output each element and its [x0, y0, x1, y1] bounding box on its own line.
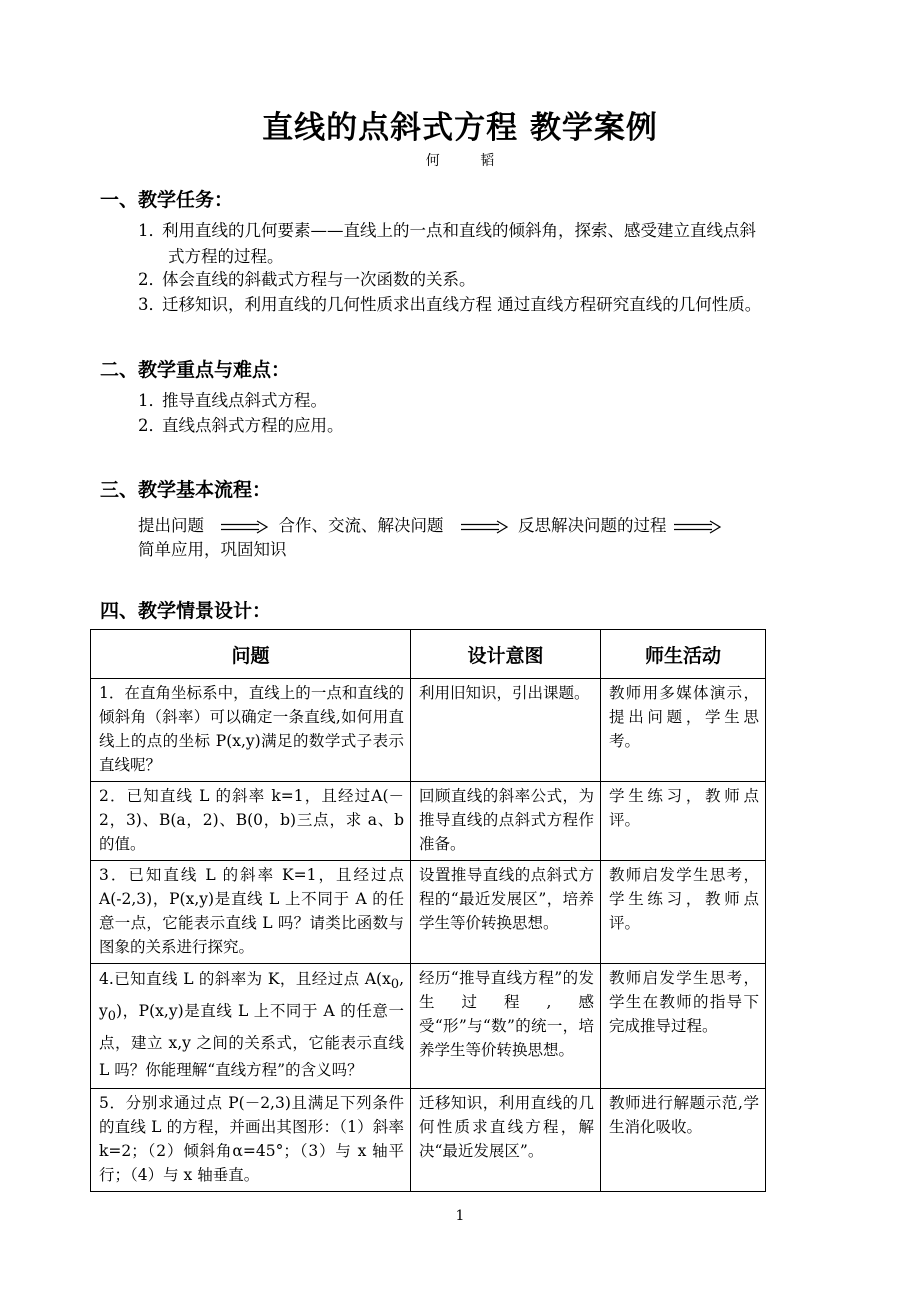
table-header-row	[91, 630, 766, 679]
activity-cell: 学生练习，教师点评。	[601, 782, 766, 861]
activity-cell: 教师启发学生思考，学生练习，教师点评。	[601, 861, 766, 964]
flow-step-4: 简单应用，巩固知识	[138, 540, 287, 559]
flow-step-1: 提出问题	[138, 516, 204, 535]
table-row	[91, 782, 766, 861]
activity-cell: 教师进行解题示范,学生消化吸收。	[601, 1089, 766, 1192]
table-row	[91, 679, 766, 782]
question-cell: 5．分别求通过点 P(－2,3)且满足下列条件的直线 L 的方程，并画出其图形：（1）斜率 k=2；（2）倾斜角α=45°；（3）与 x 轴平行；（4）与 x 轴垂直。	[91, 1089, 411, 1192]
focus-item-2: 2．直线点斜式方程的应用。	[138, 416, 344, 435]
table-row	[91, 861, 766, 964]
intent-cell: 经历“推导直线方程”的发生过程,感受“形”与“数”的统一，培养学生等价转换思想。	[411, 964, 601, 1089]
section-heading-design: 四、教学情景设计：	[100, 600, 272, 622]
flow-step-3: 反思解决问题的过程	[518, 516, 667, 535]
double-arrow-icon	[461, 520, 509, 534]
intent-cell: 设置推导直线的点斜式方程的“最近发展区”，培养学生等价转换思想。	[411, 861, 601, 964]
double-arrow-icon	[674, 520, 722, 534]
section-heading-tasks: 一、教学任务：	[100, 189, 234, 211]
flow-row	[138, 512, 722, 536]
header-question: 问题	[91, 630, 411, 679]
teaching-design-table	[90, 629, 766, 1192]
task-item-1: 1．利用直线的几何要素——直线上的一点和直线的倾斜角，探索、感受建立直线点斜 式方程的过程。	[138, 221, 756, 266]
activity-cell: 教师启发学生思考，学生在教师的指导下完成推导过程。	[601, 964, 766, 1089]
task-item-3: 3．迁移知识，利用直线的几何性质求出直线方程 通过直线方程研究直线的几何性质。	[138, 295, 762, 314]
double-arrow-icon	[221, 520, 269, 534]
intent-cell: 回顾直线的斜率公式，为推导直线的点斜式方程作准备。	[411, 782, 601, 861]
table-row	[91, 1089, 766, 1192]
flow-step-2: 合作、交流、解决问题	[278, 516, 444, 535]
section-heading-focus: 二、教学重点与难点：	[100, 359, 291, 381]
task-item-2: 2．体会直线的斜截式方程与一次函数的关系。	[138, 270, 476, 289]
header-activity: 师生活动	[601, 630, 766, 679]
question-cell: 1．在直角坐标系中，直线上的一点和直线的倾斜角（斜率）可以确定一条直线,如何用直线上的点的坐标 P(x,y)满足的数学式子表示直线呢？	[91, 679, 411, 782]
header-intent: 设计意图	[411, 630, 601, 679]
page-number: 1	[455, 1208, 465, 1224]
question-cell: 3．已知直线 L 的斜率 K=1，且经过点 A(-2,3)，P(x,y)是直线 L 上不同于 A 的任意一点，它能表示直线 L 吗？请类比函数与图象的关系进行探究。	[91, 861, 411, 964]
intent-cell: 利用旧知识，引出课题。	[411, 679, 601, 782]
question-cell: 2．已知直线 L 的斜率 k=1，且经过A(－2，3)、B(a，2)、B(0，b)三点，求 a、b 的值。	[91, 782, 411, 861]
author-name: 何 韬	[425, 153, 513, 169]
question-cell: 4.已知直线 L 的斜率为 K，且经过点 $A(x_0$, $y_0$)，P(x,y)是直线 L 上不同于 A 的任意一点，建立 x,y 之间的关系式，它能表示直线 L 吗？你能理解“直线方程”的含义吗？	[91, 964, 411, 1089]
section-heading-flow: 三、教学基本流程：	[100, 479, 272, 501]
focus-item-1: 1．推导直线点斜式方程。	[138, 391, 327, 410]
table-row	[91, 964, 766, 1089]
intent-cell: 迁移知识，利用直线的几何性质求直线方程，解决“最近发展区”。	[411, 1089, 601, 1192]
document-title: 直线的点斜式方程 教学案例	[262, 110, 658, 146]
activity-cell: 教师用多媒体演示，提出问题，学生思考。	[601, 679, 766, 782]
